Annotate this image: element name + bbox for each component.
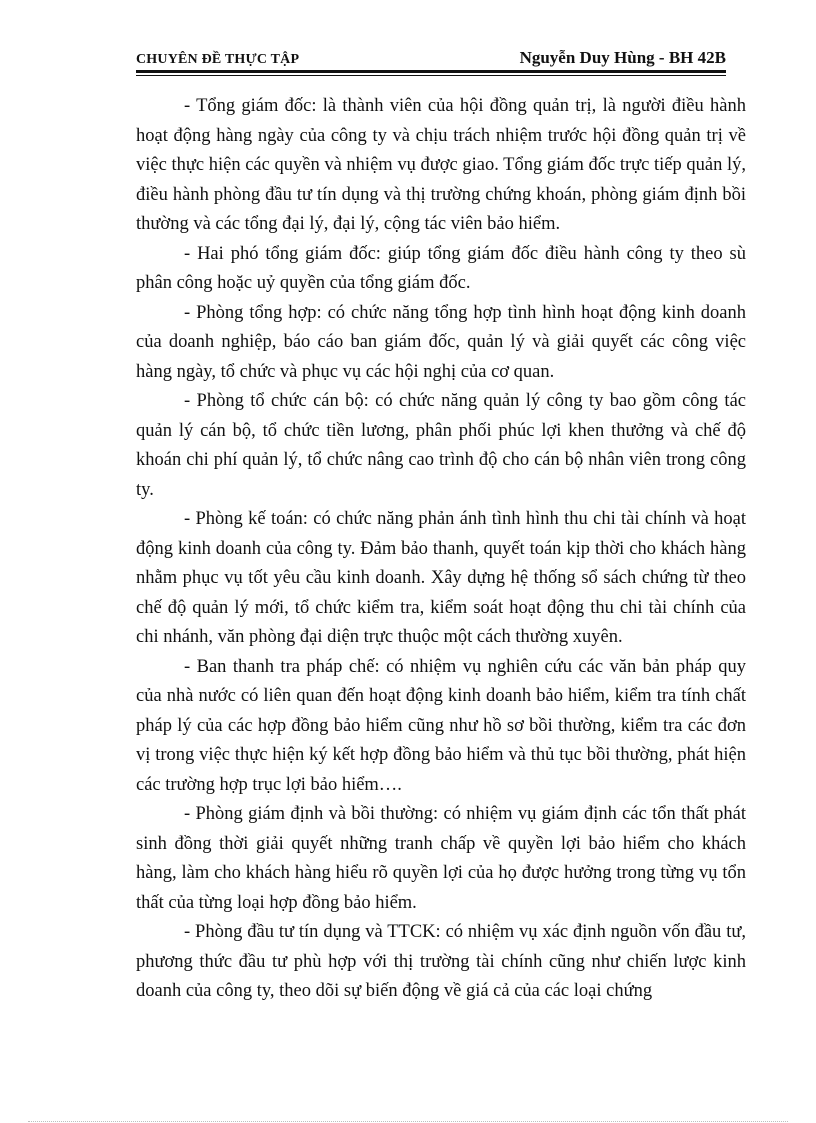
paragraph-accounting: - Phòng kế toán: có chức năng phản ánh tình hình thu chi tài chính và hoạt động kinh doanh của công ty. Đảm bảo thanh, quyết toán kịp thời cho khách hàng nhằm phục vụ tốt yêu cầu kinh doanh. Xây dựng hệ thống sổ sách chứng từ theo chế độ quản lý mới, tổ chức kiểm tra, kiểm soát hoạt động thu chi tài chính của chi nhánh, văn phòng đại diện trực thuộc một cách thường xuyên. (136, 509, 746, 647)
paragraph-claims-assessment: - Phòng giám định và bồi thường: có nhiệm vụ giám định các tổn thất phát sinh đồng thời giải quyết những tranh chấp về quyền lợi bảo hiểm cho khách hàng, làm cho khách hàng hiểu rõ quyền lợi của họ được hưởng trong từng vụ tổn thất của từng loại hợp đồng bảo hiểm. (136, 804, 746, 913)
header-rule-thick (136, 70, 726, 73)
author-label: Nguyễn Duy Hùng - BH 42B (519, 48, 726, 67)
page-bottom-divider (28, 1121, 788, 1122)
page-header (136, 46, 726, 76)
paragraph-deputy-directors: - Hai phó tổng giám đốc: giúp tổng giám đốc điều hành công ty theo sù phân công hoặc uỷ quyền của tổng giám đốc. (136, 243, 746, 293)
paragraph-general-director: - Tổng giám đốc: là thành viên của hội đồng quản trị, là người điều hành hoạt động hàng ngày của công ty và chịu trách nhiệm trước hội đồng quản trị về việc thực hiện các quyền và nhiệm vụ được giao. Tổng giám đốc trực tiếp quản lý, điều hành phòng đầu tư tín dụng và thị trường chứng khoán, phòng giám định bồi thường và các tổng đại lý, đại lý, cộng tác viên bảo hiểm. (136, 96, 746, 234)
paragraph-legal-inspection: - Ban thanh tra pháp chế: có nhiệm vụ nghiên cứu các văn bản pháp quy của nhà nước có liên quan đến hoạt động kinh doanh bảo hiểm, kiểm tra tính chất pháp lý của các hợp đồng bảo hiểm cũng như hồ sơ bồi thường, kiểm tra các đơn vị trong việc thực hiện ký kết hợp đồng bảo hiểm và thủ tục bồi thường, phát hiện các trường hợp trục lợi bảo hiểm…. (136, 656, 746, 795)
paragraph-personnel: - Phòng tổ chức cán bộ: có chức năng quản lý công ty bao gồm công tác quản lý cán bộ, tổ chức tiền lương, phân phối phúc lợi khen thưởng và chế độ khoán chi phí quản lý, tổ chức nâng cao trình độ cho cán bộ nhân viên trong công ty. (136, 391, 746, 500)
paragraph-investment: - Phòng đầu tư tín dụng và TTCK: có nhiệm vụ xác định nguồn vốn đầu tư, phương thức đầu tư phù hợp với thị trường tài chính cũng như chiến lược kinh doanh của công ty, theo dõi sự biến động về giá cả của các loại chứng (136, 922, 746, 1001)
document-type-title: CHUYÊN ĐỀ THỰC TẬP (136, 52, 300, 67)
paragraph-general-affairs: - Phòng tổng hợp: có chức năng tổng hợp tình hình hoạt động kinh doanh của doanh nghiệp, báo cáo ban giám đốc, quản lý và giải quyết các công việc hàng ngày, tổ chức và phục vụ các hội nghị của cơ quan. (136, 302, 746, 382)
body-text (136, 92, 746, 1007)
header-rule-thin (136, 75, 726, 76)
